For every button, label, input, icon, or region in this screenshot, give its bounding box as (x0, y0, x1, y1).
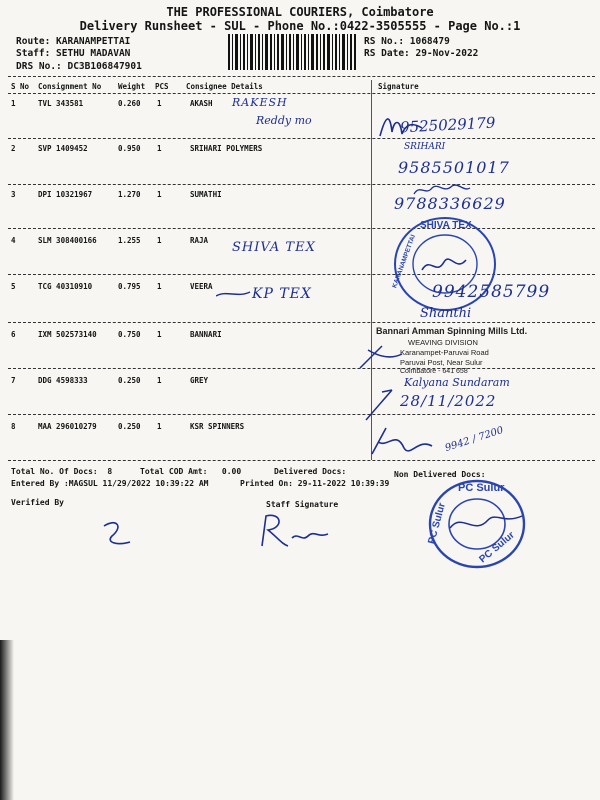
verifier-signature (98, 516, 138, 550)
handwritten-name: SRIHARI (404, 142, 446, 152)
table-bottom-rule (8, 460, 595, 461)
company-stamp-address: Paruvai Post, Near Sulur (400, 358, 483, 367)
col-pcs: PCS (155, 82, 169, 91)
handwritten-signature: Shanthi (420, 306, 472, 321)
runsheet-subtitle: Delivery Runsheet - SUL - Phone No.:0422-3505555 - Page No.:1 (79, 19, 521, 33)
col-consignee: Consignee Details (186, 82, 263, 91)
signature-scribble (376, 110, 426, 140)
barcode (228, 34, 356, 70)
row-rule (8, 138, 595, 139)
company-title: THE PROFESSIONAL COURIERS, Coimbatore (166, 5, 434, 19)
rs-date: RS Date: 29-Nov-2022 (364, 48, 479, 59)
col-weight: Weight (118, 82, 146, 91)
verified-by: Verified By (11, 498, 64, 507)
staff-label: Staff: SETHU MADAVAN (16, 48, 131, 59)
non-delivered-docs: Non Delivered Docs: (394, 470, 486, 479)
handwritten-name: Kalyana Sundaram (404, 376, 510, 389)
route-label: Route: KARANAMPETTAI (16, 36, 131, 47)
stamp-location: KARANAMPETTAI (391, 233, 418, 290)
staff-signature-label: Staff Signature (266, 500, 339, 509)
staff-signature (252, 508, 332, 552)
entered-by: Entered By :MAGSUL 11/29/2022 10:39:22 AM (11, 479, 209, 488)
header-rule (8, 93, 595, 94)
handwritten-note: 9942 / 7200 (443, 424, 505, 455)
rs-number: RS No.: 1068479 (364, 36, 450, 47)
delivered-docs: Delivered Docs: (274, 467, 347, 476)
table-top-rule (8, 76, 595, 77)
row-rule (8, 368, 595, 369)
company-stamp-address: Karanampet-Paruvai Road (400, 348, 489, 357)
col-sno: S No (11, 82, 30, 91)
handwritten-name: SHIVA TEX (232, 240, 316, 255)
company-stamp-address: Coimbatore - 641 658 (400, 368, 468, 375)
signature-scribble (368, 418, 438, 460)
row-rule (8, 274, 595, 275)
handwritten-phone: 9788336629 (394, 194, 506, 213)
col-consignment: Consignment No (38, 82, 102, 91)
stamp-side-text: PC Sulur (426, 501, 448, 546)
row-rule (8, 184, 595, 185)
row-rule (8, 228, 595, 229)
total-docs: Total No. Of Docs: 8 (11, 467, 113, 476)
handwritten-note: Reddy mo (256, 114, 312, 127)
pc-sulur-stamp (426, 476, 528, 572)
handwritten-phone: 9942585799 (432, 282, 551, 302)
handwritten-name: RAKESH (232, 96, 288, 109)
barcode-graphic (228, 34, 356, 70)
row-rule (8, 322, 595, 323)
handwritten-name: KP TEX (252, 286, 312, 302)
stamp-title: SHIVA TEX (420, 220, 472, 231)
strike-scribble (216, 288, 252, 300)
drs-label: DRS No.: DC3B106847901 (16, 61, 142, 72)
total-cod: Total COD Amt: 0.00 (140, 467, 242, 476)
handwritten-phone: 9525029179 (399, 113, 496, 137)
company-stamp-name: Bannari Amman Spinning Mills Ltd. (376, 326, 528, 336)
col-signature: Signature (378, 82, 419, 91)
printed-on: Printed On: 29-11-2022 10:39:39 (240, 479, 390, 488)
stamp-title: PC Sulur (458, 482, 505, 494)
row-rule (8, 414, 595, 415)
scan-edge-shadow (0, 640, 14, 800)
stamp-side-text: PC Sulur (477, 529, 517, 566)
company-stamp-division: WEAVING DIVISION (408, 338, 478, 347)
handwritten-phone: 9585501017 (398, 158, 510, 177)
handwritten-date: 28/11/2022 (400, 392, 497, 410)
signature-scribble (356, 334, 406, 374)
